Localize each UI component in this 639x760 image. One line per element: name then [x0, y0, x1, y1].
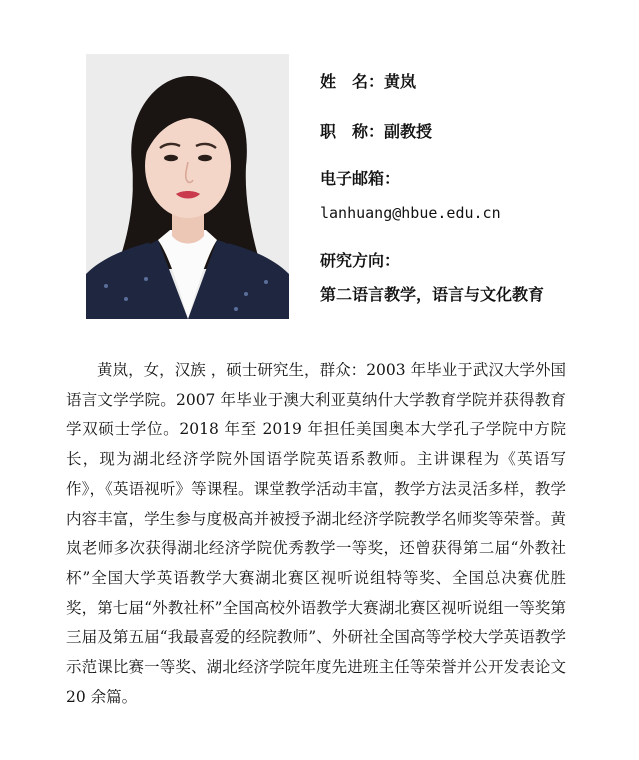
- title-row: [320, 122, 432, 142]
- email-label: 电子邮箱：: [320, 169, 401, 188]
- title-value: 副教授: [384, 122, 433, 141]
- title-label: 职 称：: [320, 122, 385, 141]
- portrait-icon: [86, 54, 289, 319]
- research-value: 第二语言教学，语言与文化教育: [320, 285, 545, 304]
- name-label: 姓 名：: [320, 72, 385, 91]
- name-value: 黄岚: [384, 72, 417, 91]
- name-row: [320, 72, 416, 92]
- portrait-photo: [86, 54, 289, 319]
- research-label: 研究方向：: [320, 251, 401, 270]
- biography-paragraph: 黄岚，女，汉族 ，硕士研究生，群众：2003 年毕业于武汉大学外国语言文学学院。2007 年毕业于澳大利亚莫纳什大学教育学院并获得教育学双硕士学位。2018 年至 2019 年担任美国奥本大学孔子学院中方院长，现为湖北经济学院外国语学院英语系教师。主讲课程为《英语写作》，《英语视听》等课程。课堂教学活动丰富，教学方法灵活多样，教学内容丰富，学生参与度极高并被授予湖北经济学院教学名师奖等荣誉。黄岚老师多次获得湖北经济学院优秀教学一等奖，还曾获得第二届“外教社杯”全国大学英语教学大赛湖北赛区视听说组特等奖、全国总决赛优胜奖，第七届“外教社杯”全国高校外语教学大赛湖北赛区视听说组一等奖第三届及第五届“我最喜爱的经院教师”、外研社全国高等学校大学英语教学示范课比赛一等奖、湖北经济学院年度先进班主任等荣誉并公开发表论文 20 余篇。: [66, 361, 566, 706]
- email-link[interactable]: lanhuang@hbue.edu.cn: [320, 204, 501, 222]
